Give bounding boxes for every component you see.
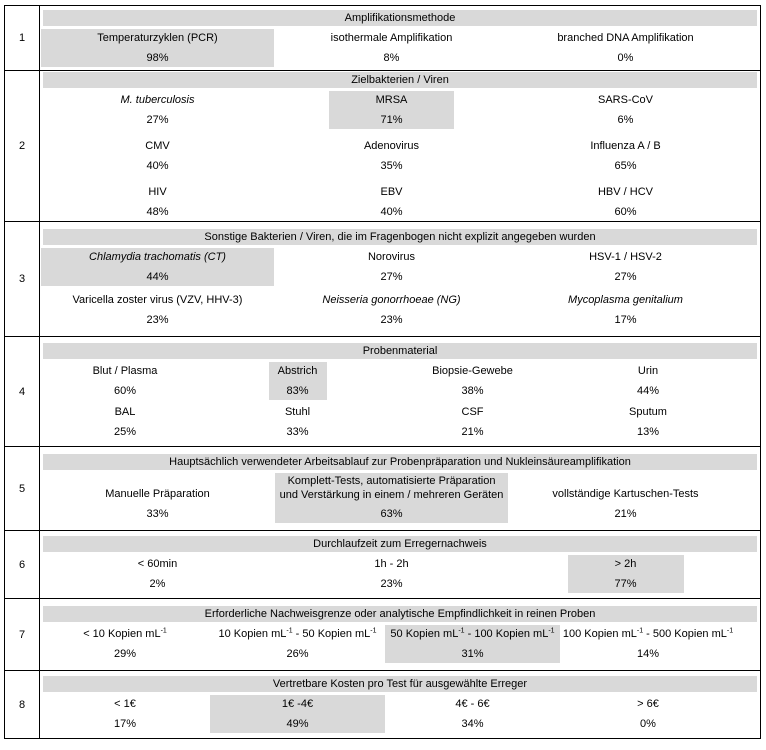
option-cell xyxy=(40,362,210,400)
option-item xyxy=(114,403,136,441)
section-number: 2 xyxy=(5,71,40,222)
option-label: Stuhl xyxy=(284,405,311,418)
option-percent: 23% xyxy=(146,314,169,326)
option-label: 1€ -4€ xyxy=(281,698,314,710)
option-percent: 33% xyxy=(146,508,169,520)
option-percent: 29% xyxy=(113,648,136,660)
option-percent: 8% xyxy=(383,51,400,64)
option-cell xyxy=(275,473,508,523)
option-cell xyxy=(41,183,274,221)
option-cell xyxy=(210,625,385,663)
section-content xyxy=(40,531,761,599)
option-percent: 27% xyxy=(146,113,169,126)
option-label: vollständige Kartuschen-Tests xyxy=(552,488,699,500)
option-cell xyxy=(41,29,274,67)
option-label: Biopsie-Gewebe xyxy=(432,364,513,377)
option-cell xyxy=(509,291,742,329)
section-number: 3 xyxy=(5,222,40,337)
range-start: 50 xyxy=(390,628,406,640)
option-cell xyxy=(509,29,742,67)
option-percent: 17% xyxy=(614,314,637,326)
options-grid xyxy=(41,91,760,221)
option-item xyxy=(322,291,460,329)
option-percent: 21% xyxy=(461,425,484,438)
option-label: M. tuberculosis xyxy=(120,93,195,106)
section-content xyxy=(40,599,761,671)
option-label-line1: Komplett-Tests, automatisierte Präparation xyxy=(287,475,496,487)
unit-text: Kopien mL xyxy=(107,628,161,640)
option-label: Sputum xyxy=(629,405,667,418)
section-content xyxy=(40,671,761,739)
option-label: Abstrich xyxy=(277,364,318,377)
option-cell xyxy=(210,403,385,441)
section-number: 8 xyxy=(5,671,40,739)
option-item xyxy=(145,137,169,175)
section-row-5 xyxy=(5,447,761,531)
unit-exponent: -1 xyxy=(286,627,293,635)
option-cell xyxy=(560,695,736,733)
option-label-line2: und Verstärkung in einem / mehreren Geräten xyxy=(279,489,504,501)
range-end: - 500 xyxy=(643,628,675,640)
option-percent: 49% xyxy=(286,718,309,730)
option-label: BAL xyxy=(114,405,136,418)
option-label: MRSA xyxy=(375,93,408,106)
option-item xyxy=(105,485,210,523)
option-label: Urin xyxy=(637,364,659,377)
section-content xyxy=(40,447,761,531)
option-label: Adenovirus xyxy=(363,139,420,152)
option-percent: 44% xyxy=(636,384,660,397)
option-cell xyxy=(385,403,560,441)
option-label: Mycoplasma genitalium xyxy=(568,294,683,306)
option-item xyxy=(275,473,508,523)
section-title: Probenmaterial xyxy=(43,343,757,359)
section-row-7 xyxy=(5,599,761,671)
option-cell xyxy=(275,137,508,175)
option-cell xyxy=(275,29,508,67)
section-title: Vertretbare Kosten pro Test für ausgewählte Erreger xyxy=(43,676,757,692)
option-item xyxy=(121,91,195,129)
option-percent: 33% xyxy=(286,425,309,438)
unit-text: Kopien mL xyxy=(233,628,287,640)
option-label: < 1€ xyxy=(114,698,136,710)
option-label xyxy=(385,626,560,642)
option-percent: 34% xyxy=(461,718,484,730)
option-percent: 40% xyxy=(380,205,403,218)
option-label xyxy=(218,626,376,642)
option-cell xyxy=(509,555,742,593)
range-end: - 50 xyxy=(292,628,318,640)
option-cell xyxy=(41,485,274,523)
option-percent: 35% xyxy=(380,159,403,172)
option-label: < 60min xyxy=(137,558,178,570)
section-number: 7 xyxy=(5,599,40,671)
option-cell xyxy=(385,695,560,733)
option-percent: 65% xyxy=(614,159,637,172)
option-percent: 6% xyxy=(617,113,634,126)
option-percent: 21% xyxy=(614,508,637,520)
option-percent: 60% xyxy=(614,205,637,218)
section-number: 5 xyxy=(5,447,40,531)
option-item xyxy=(93,362,158,400)
unit-exponent: -1 xyxy=(548,627,555,635)
section-row-1 xyxy=(5,6,761,71)
options-grid xyxy=(41,473,760,523)
options-grid xyxy=(41,555,760,593)
range-end: - 100 xyxy=(464,628,496,640)
options-grid xyxy=(40,625,760,663)
option-item xyxy=(329,91,454,129)
section-content xyxy=(40,222,761,337)
option-percent: 27% xyxy=(614,271,637,283)
section-title: Durchlaufzeit zum Erregernachweis xyxy=(43,536,757,552)
unit-exponent: -1 xyxy=(458,627,465,635)
section-row-2 xyxy=(5,71,761,222)
option-item xyxy=(269,362,327,400)
option-item xyxy=(568,555,684,593)
option-percent: 63% xyxy=(380,508,403,520)
option-percent: 23% xyxy=(380,314,403,326)
option-percent: 25% xyxy=(113,425,137,438)
option-item xyxy=(637,695,659,733)
option-percent: 23% xyxy=(380,578,403,590)
option-item xyxy=(629,403,667,441)
option-label: EBV xyxy=(380,185,403,198)
option-label: HBV / HCV xyxy=(597,185,653,198)
option-cell xyxy=(560,625,736,663)
option-label: Chlamydia trachomatis (CT) xyxy=(89,251,226,263)
option-label: > 6€ xyxy=(637,698,659,710)
option-cell xyxy=(275,555,508,593)
unit-text: Kopien mL xyxy=(317,628,371,640)
option-label: CSF xyxy=(461,405,484,418)
survey-results-table xyxy=(4,5,761,739)
unit-text: Kopien mL xyxy=(674,628,727,640)
option-label: CMV xyxy=(145,139,170,152)
section-number: 1 xyxy=(5,6,40,71)
options-grid xyxy=(40,362,760,441)
option-label: Varicella zoster virus (VZV, HHV-3) xyxy=(72,294,243,306)
unit-exponent: -1 xyxy=(726,627,734,635)
option-item xyxy=(461,403,483,441)
option-percent: 60% xyxy=(113,384,137,397)
unit-text: Kopien mL xyxy=(495,628,549,640)
option-cell xyxy=(509,485,742,523)
option-cell xyxy=(41,555,274,593)
section-title: Sonstige Bakterien / Viren, die im Fragenbogen nicht explizit angegeben wurden xyxy=(43,229,757,245)
option-item xyxy=(455,695,489,733)
section-title: Amplifikationsmethode xyxy=(43,10,757,26)
unit-exponent: -1 xyxy=(160,627,167,635)
option-cell xyxy=(275,291,508,329)
range-start: < 10 xyxy=(83,628,108,640)
option-percent: 13% xyxy=(636,425,659,438)
option-item xyxy=(552,485,698,523)
option-label: isothermale Amplifikation xyxy=(330,31,453,44)
option-cell xyxy=(41,91,274,129)
range-start: 100 xyxy=(562,628,585,640)
section-title: Zielbakterien / Viren xyxy=(43,72,757,88)
option-cell xyxy=(509,183,742,221)
section-content xyxy=(40,337,761,447)
option-cell xyxy=(509,91,742,129)
option-cell xyxy=(40,625,210,663)
option-label: Influenza A / B xyxy=(590,139,661,152)
option-percent: 0% xyxy=(640,718,656,730)
option-item xyxy=(380,183,402,221)
option-label: > 2h xyxy=(614,558,637,570)
option-label xyxy=(563,626,733,642)
option-cell xyxy=(560,362,736,400)
option-item xyxy=(374,555,408,593)
option-item xyxy=(590,137,660,175)
section-row-4 xyxy=(5,337,761,447)
option-label: Temperaturzyklen (PCR) xyxy=(97,31,218,44)
section-content xyxy=(40,6,761,71)
section-row-8 xyxy=(5,671,761,739)
option-label: HIV xyxy=(148,185,167,198)
options-grid xyxy=(40,695,760,733)
unit-text: Kopien mL xyxy=(405,628,459,640)
option-item xyxy=(432,362,513,400)
section-number: 4 xyxy=(5,337,40,447)
option-item xyxy=(285,403,310,441)
section-row-3 xyxy=(5,222,761,337)
option-item xyxy=(637,362,659,400)
option-label: 4€ - 6€ xyxy=(455,698,490,710)
option-percent: 0% xyxy=(617,51,634,64)
option-percent: 14% xyxy=(636,648,659,660)
option-item xyxy=(218,625,376,663)
option-item xyxy=(331,29,453,67)
option-item xyxy=(589,248,662,286)
option-percent: 83% xyxy=(286,384,309,397)
options-grid xyxy=(41,248,760,329)
option-percent: 77% xyxy=(614,578,637,590)
option-cell xyxy=(275,91,508,129)
option-cell xyxy=(275,183,508,221)
option-label: 1h - 2h xyxy=(374,558,409,570)
option-label: SARS-CoV xyxy=(597,93,654,106)
unit-exponent: -1 xyxy=(636,627,644,635)
option-percent: 38% xyxy=(461,384,484,397)
unit-text: Kopien mL xyxy=(584,628,637,640)
option-cell xyxy=(41,248,274,286)
option-label: Norovirus xyxy=(367,251,416,263)
option-percent: 26% xyxy=(286,648,309,660)
option-item xyxy=(41,248,274,286)
option-label xyxy=(83,626,167,642)
section-title: Erforderliche Nachweisgrenze oder analytische Empfindlichkeit in reinen Proben xyxy=(43,606,757,622)
options-grid xyxy=(41,29,760,67)
unit-exponent: -1 xyxy=(370,627,377,635)
option-cell xyxy=(210,362,385,400)
option-cell xyxy=(385,362,560,400)
option-item xyxy=(368,248,415,286)
section-title: Hauptsächlich verwendeter Arbeitsablauf zur Probenpräparation und Nukleinsäureamplifikation xyxy=(43,454,757,470)
option-cell xyxy=(210,695,385,733)
option-label: branched DNA Amplifikation xyxy=(557,31,694,44)
option-percent: 98% xyxy=(146,51,169,64)
option-cell xyxy=(41,291,274,329)
option-label: HSV-1 / HSV-2 xyxy=(589,251,662,263)
option-percent: 40% xyxy=(146,159,169,172)
option-percent: 71% xyxy=(380,113,403,126)
option-percent: 31% xyxy=(461,648,484,660)
option-item xyxy=(210,695,385,733)
option-cell xyxy=(41,137,274,175)
option-label: Blut / Plasma xyxy=(92,364,158,377)
option-item xyxy=(557,29,693,67)
option-item xyxy=(364,137,419,175)
option-cell xyxy=(385,625,560,663)
option-item xyxy=(385,625,560,663)
range-start: 10 xyxy=(218,628,234,640)
option-item xyxy=(598,183,653,221)
option-cell xyxy=(509,248,742,286)
option-label: Manuelle Präparation xyxy=(105,488,210,500)
option-percent: 44% xyxy=(146,271,169,283)
section-row-6 xyxy=(5,531,761,599)
option-item xyxy=(73,291,243,329)
option-cell xyxy=(40,695,210,733)
option-item xyxy=(114,695,136,733)
option-item xyxy=(138,555,177,593)
option-cell xyxy=(509,137,742,175)
option-percent: 27% xyxy=(380,271,403,283)
option-label: Neisseria gonorrhoeae (NG) xyxy=(322,294,461,306)
option-item xyxy=(146,183,168,221)
option-item xyxy=(83,625,167,663)
option-cell xyxy=(560,403,736,441)
option-percent: 17% xyxy=(113,718,137,730)
option-item xyxy=(568,291,683,329)
option-percent: 2% xyxy=(149,578,166,590)
option-percent: 48% xyxy=(146,205,169,218)
option-item xyxy=(563,625,733,663)
option-item xyxy=(598,91,653,129)
option-item xyxy=(41,29,274,67)
section-content xyxy=(40,71,761,222)
option-cell xyxy=(40,403,210,441)
section-number: 6 xyxy=(5,531,40,599)
option-cell xyxy=(275,248,508,286)
